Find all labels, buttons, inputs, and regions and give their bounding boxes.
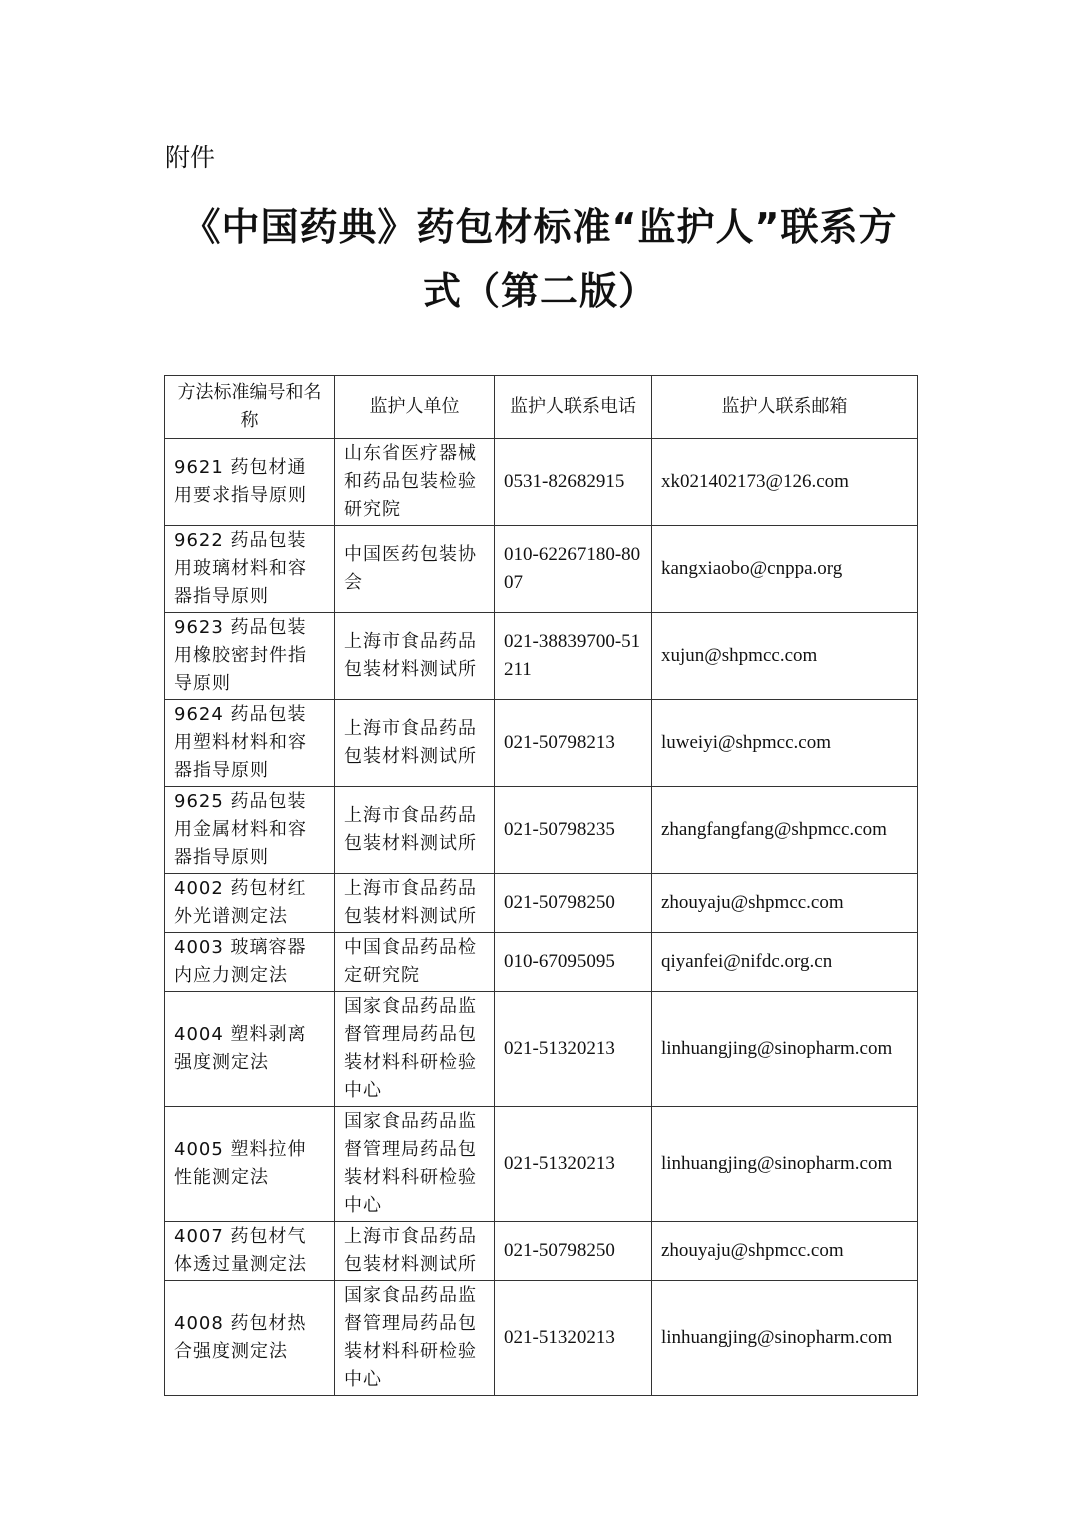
standard-cell: 9625 药品包装用金属材料和容器指导原则 bbox=[165, 787, 335, 874]
standard-cell: 4004 塑料剥离强度测定法 bbox=[165, 992, 335, 1107]
unit-cell: 上海市食品药品包装材料测试所 bbox=[335, 787, 495, 874]
email-cell: xujun@shpmcc.com bbox=[652, 613, 918, 700]
unit-cell: 上海市食品药品包装材料测试所 bbox=[335, 613, 495, 700]
email-cell: luweiyi@shpmcc.com bbox=[652, 700, 918, 787]
table-row bbox=[165, 1222, 918, 1281]
email-cell: kangxiaobo@cnppa.org bbox=[652, 526, 918, 613]
standard-cell: 9621 药包材通用要求指导原则 bbox=[165, 439, 335, 526]
phone-cell: 010-62267180-8007 bbox=[495, 526, 652, 613]
header-email: 监护人联系邮箱 bbox=[652, 376, 918, 439]
email-cell: linhuangjing@sinopharm.com bbox=[652, 1281, 918, 1396]
header-unit: 监护人单位 bbox=[335, 376, 495, 439]
table-row bbox=[165, 613, 918, 700]
phone-cell: 021-51320213 bbox=[495, 1281, 652, 1396]
unit-cell: 国家食品药品监督管理局药品包装材料科研检验中心 bbox=[335, 1107, 495, 1222]
unit-cell: 山东省医疗器械和药品包装检验研究院 bbox=[335, 439, 495, 526]
unit-cell: 上海市食品药品包装材料测试所 bbox=[335, 874, 495, 933]
table-row bbox=[165, 874, 918, 933]
unit-cell: 国家食品药品监督管理局药品包装材料科研检验中心 bbox=[335, 1281, 495, 1396]
standard-cell: 4008 药包材热合强度测定法 bbox=[165, 1281, 335, 1396]
phone-cell: 021-50798250 bbox=[495, 874, 652, 933]
email-cell: xk021402173@126.com bbox=[652, 439, 918, 526]
table-row bbox=[165, 1107, 918, 1222]
table-row bbox=[165, 787, 918, 874]
table-row bbox=[165, 439, 918, 526]
header-standard: 方法标准编号和名称 bbox=[165, 376, 335, 439]
header-phone: 监护人联系电话 bbox=[495, 376, 652, 439]
unit-cell: 中国医药包装协会 bbox=[335, 526, 495, 613]
phone-cell: 021-51320213 bbox=[495, 1107, 652, 1222]
email-cell: zhouyaju@shpmcc.com bbox=[652, 874, 918, 933]
phone-cell: 021-50798213 bbox=[495, 700, 652, 787]
attachment-label: 附件 bbox=[165, 143, 216, 172]
document-title bbox=[150, 195, 930, 323]
phone-cell: 021-50798235 bbox=[495, 787, 652, 874]
standard-cell: 4007 药包材气体透过量测定法 bbox=[165, 1222, 335, 1281]
table-header-row bbox=[165, 376, 918, 439]
unit-cell: 上海市食品药品包装材料测试所 bbox=[335, 1222, 495, 1281]
table-row bbox=[165, 933, 918, 992]
email-cell: qiyanfei@nifdc.org.cn bbox=[652, 933, 918, 992]
title-line-2: 式（第二版） bbox=[422, 269, 657, 313]
phone-cell: 021-50798250 bbox=[495, 1222, 652, 1281]
guardian-contact-table bbox=[164, 375, 918, 1396]
email-cell: zhangfangfang@shpmcc.com bbox=[652, 787, 918, 874]
email-cell: zhouyaju@shpmcc.com bbox=[652, 1222, 918, 1281]
title-line-1: 《中国药典》药包材标准“监护人”联系方 bbox=[182, 205, 898, 249]
phone-cell: 021-51320213 bbox=[495, 992, 652, 1107]
standard-cell: 4005 塑料拉伸性能测定法 bbox=[165, 1107, 335, 1222]
email-cell: linhuangjing@sinopharm.com bbox=[652, 1107, 918, 1222]
unit-cell: 中国食品药品检定研究院 bbox=[335, 933, 495, 992]
standard-cell: 9624 药品包装用塑料材料和容器指导原则 bbox=[165, 700, 335, 787]
standard-cell: 9622 药品包装用玻璃材料和容器指导原则 bbox=[165, 526, 335, 613]
table-row bbox=[165, 700, 918, 787]
email-cell: linhuangjing@sinopharm.com bbox=[652, 992, 918, 1107]
table-row bbox=[165, 1281, 918, 1396]
standard-cell: 4002 药包材红外光谱测定法 bbox=[165, 874, 335, 933]
unit-cell: 国家食品药品监督管理局药品包装材料科研检验中心 bbox=[335, 992, 495, 1107]
standard-cell: 9623 药品包装用橡胶密封件指导原则 bbox=[165, 613, 335, 700]
table-row bbox=[165, 992, 918, 1107]
phone-cell: 0531-82682915 bbox=[495, 439, 652, 526]
table-row bbox=[165, 526, 918, 613]
phone-cell: 010-67095095 bbox=[495, 933, 652, 992]
standard-cell: 4003 玻璃容器内应力测定法 bbox=[165, 933, 335, 992]
unit-cell: 上海市食品药品包装材料测试所 bbox=[335, 700, 495, 787]
phone-cell: 021-38839700-51211 bbox=[495, 613, 652, 700]
